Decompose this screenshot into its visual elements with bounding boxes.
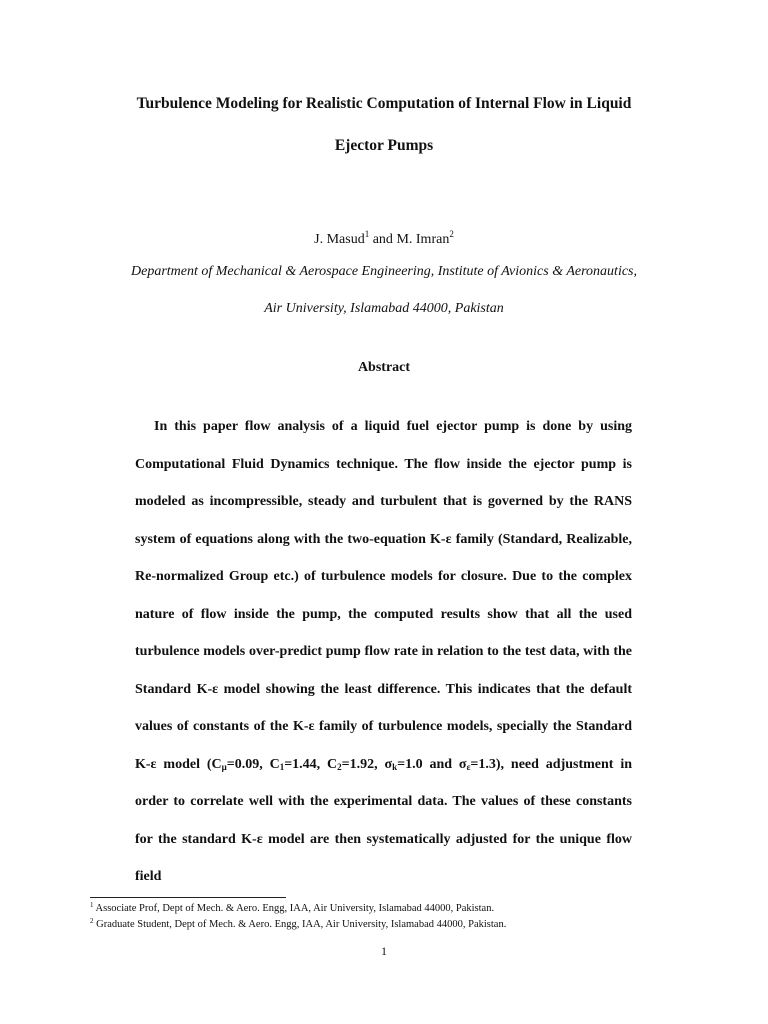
abstract-text: =1.3), need adjustment in order to correlate well with the experimental data. The values of these constants for the standard K-ε model are then systematically adjusted for the unique flow field	[135, 756, 633, 884]
abstract-heading: Abstract	[357, 360, 411, 375]
constant-subscript: μ	[221, 761, 227, 772]
abstract-text: =1.92, σ	[341, 756, 393, 772]
affiliation-line-2: Air University, Islamabad 44000, Pakistan	[264, 301, 504, 316]
footnote	[90, 902, 690, 915]
constant-subscript: 1	[279, 761, 285, 772]
author-name: M. Imran	[396, 232, 450, 247]
footnote-text: Graduate Student, Dept of Mech. & Aero. Engg, IAA, Air University, Islamabad 44000, Pakistan.	[93, 919, 507, 930]
abstract-text: =0.09, C	[226, 756, 280, 772]
page-number: 1	[381, 944, 387, 958]
abstract-text: =1.44, C	[284, 756, 338, 772]
constant-subscript: 2	[337, 761, 342, 772]
paper-title-line-1: Turbulence Modeling for Realistic Computation of Internal Flow in Liquid	[136, 95, 632, 112]
abstract-text: =1.0 and σ	[397, 756, 467, 772]
author-list	[60, 230, 708, 247]
author-affiliation-marker: 1	[364, 229, 370, 239]
author-conjunction: and	[369, 232, 397, 247]
footnote	[90, 918, 690, 931]
footnote-marker: 2	[90, 917, 94, 925]
footnote-marker: 1	[90, 901, 94, 909]
footnote-text: Associate Prof, Dept of Mech. & Aero. Engg, IAA, Air University, Islamabad 44000, Pakistan.	[93, 903, 495, 914]
author-name: J. Masud	[314, 232, 365, 247]
author-affiliation-marker: 2	[449, 229, 454, 239]
paper-title-line-2: Ejector Pumps	[334, 137, 434, 154]
footnote-divider	[90, 897, 286, 898]
constant-subscript: k	[392, 761, 398, 772]
abstract-text: In this paper flow analysis of a liquid fuel ejector pump is done by using Computational Fluid Dynamics technique. The flow inside the ejector pump is modeled as incompressible, steady and turbulent that is governed by the RANS system of equations along with the two-equation K-ε family (Standard, Realizable, Re-normalized Group etc.) of turbulence models for closure. Due to the complex nature of flow inside the pump, the computed results show that all the used turbulence models over-predict pump flow rate in relation to the test data, with the Standard K-ε model showing the least difference. This indicates that the default values of constants of the K-ε family of turbulence models, specially the Standard K-ε model (C	[135, 419, 632, 772]
affiliation-line-1: Department of Mechanical & Aerospace Engineering, Institute of Avionics & Aeronautics,	[131, 264, 637, 279]
abstract-paragraph	[135, 408, 632, 896]
constant-subscript: ε	[466, 761, 471, 772]
